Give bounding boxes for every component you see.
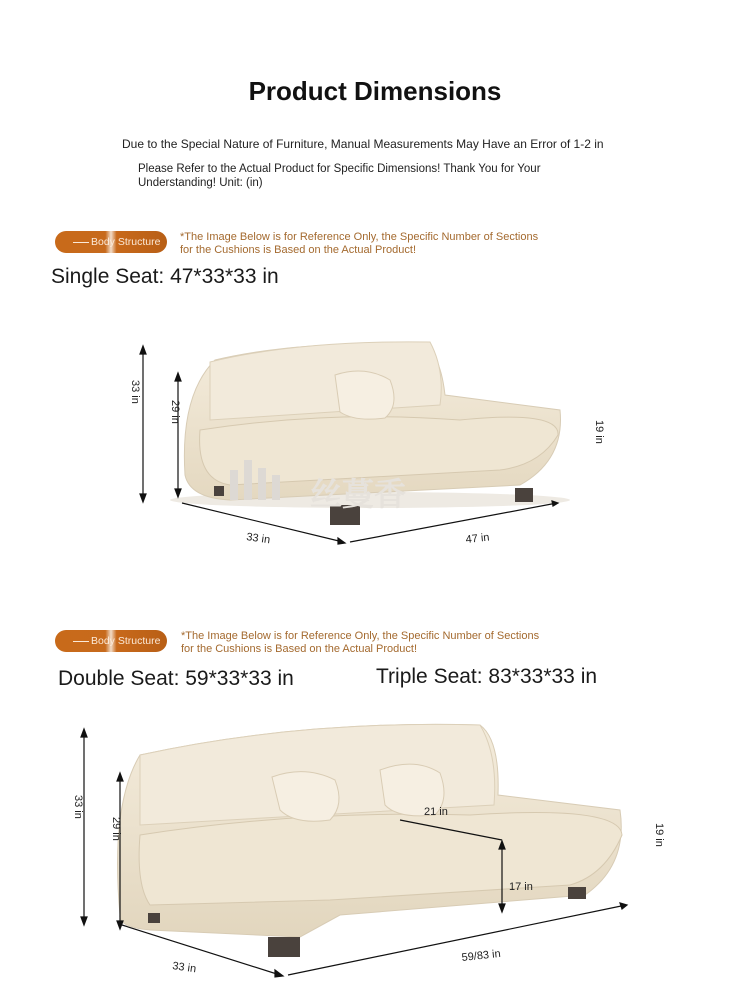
badge-dash: [73, 641, 89, 642]
triple-seat-label: Triple Seat: 83*33*33 in: [376, 665, 598, 688]
seat-depth-label: 21 in: [424, 806, 448, 818]
sofa-leg: [148, 913, 160, 923]
body-structure-badge-2: [55, 630, 167, 652]
reference-note-2: *The Image Below is for Reference Only, the Specific Number of Sections for the Cushions is Based on the Actual Product!: [181, 630, 540, 655]
watermark-text: 丝蔓香: [310, 476, 407, 512]
leg-height-label: 17 in: [509, 881, 533, 893]
height-label: 33 in: [129, 380, 141, 404]
body-structure-badge: [55, 231, 167, 253]
seat-height-label: 29 in: [169, 400, 181, 424]
depth-label: 33 in: [171, 960, 197, 976]
badge-label: Body Structure: [91, 635, 161, 647]
single-seat-label: Single Seat: 47*33*33 in: [51, 265, 279, 288]
sofa-leg: [214, 486, 224, 496]
sofa-leg: [515, 488, 533, 502]
arm-height-label: 19 in: [593, 420, 605, 444]
unit-note: Please Refer to the Actual Product for Specific Dimensions! Thank You for Your Understanding! Unit: (in): [138, 163, 541, 189]
arm-height-label: 19 in: [653, 823, 665, 847]
double-seat-label: Double Seat: 59*33*33 in: [58, 667, 294, 690]
width-label: 59/83 in: [461, 947, 502, 964]
badge-label: Body Structure: [91, 236, 161, 248]
height-label: 33 in: [72, 795, 84, 819]
double-triple-sofa-diagram: [0, 715, 750, 1000]
width-label: 47 in: [465, 531, 491, 546]
measurement-error-note: Due to the Special Nature of Furniture, Manual Measurements May Have an Error of 1-2 in: [122, 137, 604, 151]
reference-note: *The Image Below is for Reference Only, the Specific Number of Sections for the Cushions is Based on the Actual Product!: [180, 231, 539, 256]
sofa-leg: [268, 937, 300, 957]
page-title: Product Dimensions: [248, 76, 502, 106]
seat-height-label: 29 in: [110, 817, 122, 841]
sofa-leg: [568, 887, 586, 899]
depth-label: 33 in: [245, 531, 271, 547]
single-seat-sofa-diagram: [0, 300, 750, 560]
badge-dash: [73, 242, 89, 243]
